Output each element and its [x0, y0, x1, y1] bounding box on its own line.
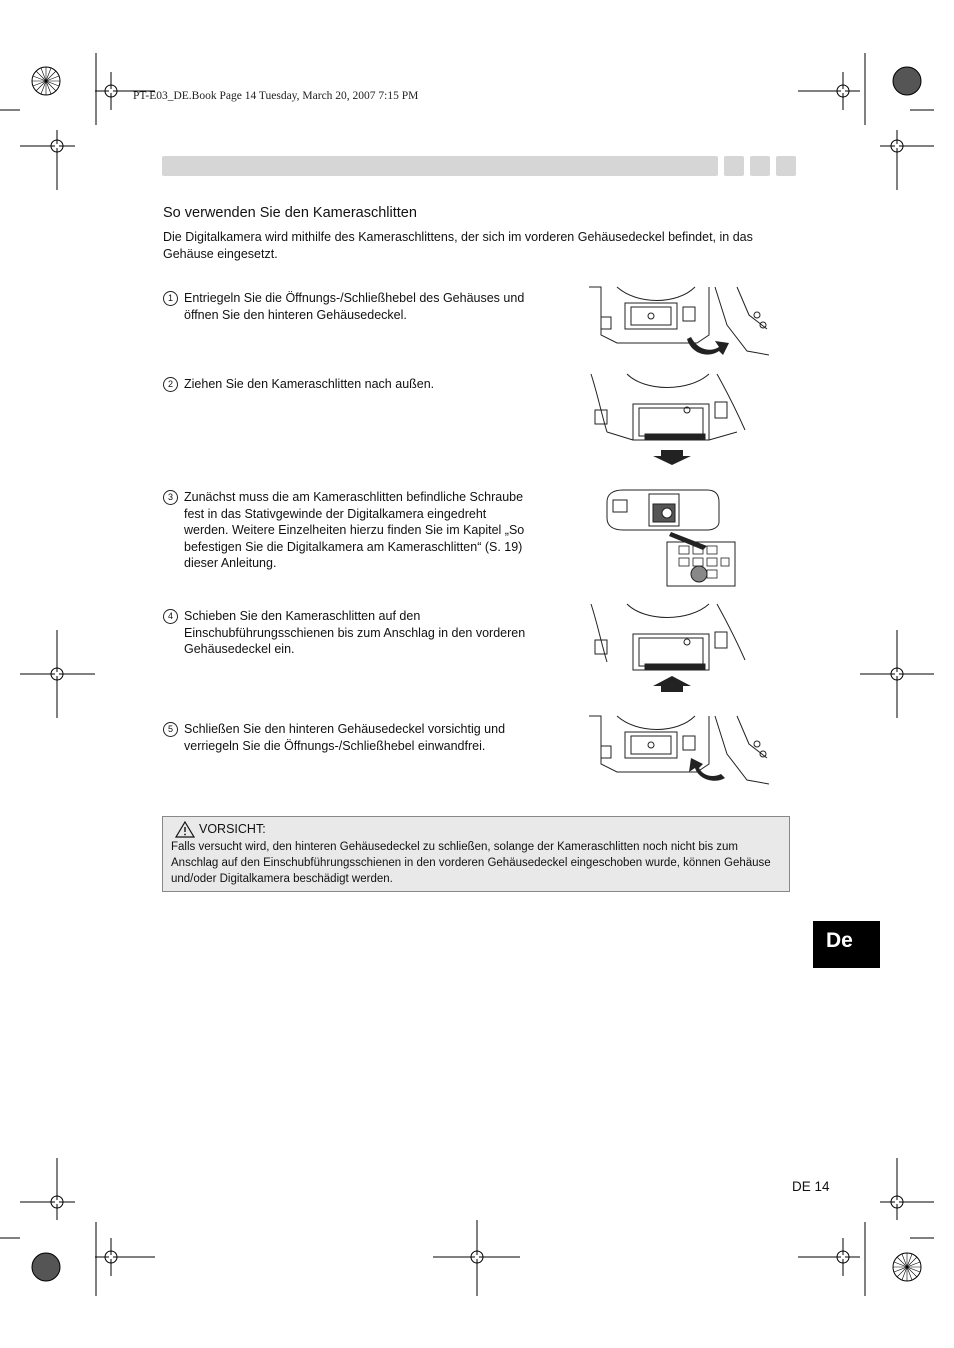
- step-4: [163, 608, 533, 658]
- step-text: Zunächst muss die am Kameraschlitten befindliche Schraube fest in das Stativgewinde der Digitalkamera eingedreht werden. Weitere Einzelheiten hierzu finden Sie im Kapitel „So befestigen Sie die Digitalkamera am Kameraschlitten“ (S. 19) dieser Anleitung.: [184, 490, 525, 570]
- step-text: Schieben Sie den Kameraschlitten auf den Einschubführungsschienen bis zum Anschlag in den vorderen Gehäusedeckel ein.: [184, 609, 526, 656]
- illustration-step-2: [587, 372, 752, 467]
- step-number: 3: [163, 490, 178, 505]
- step-number: 5: [163, 722, 178, 737]
- step-1: [163, 290, 533, 323]
- step-5: [163, 721, 533, 754]
- language-tab: De: [813, 921, 880, 968]
- step-number: 4: [163, 609, 178, 624]
- header-bar: [162, 156, 718, 176]
- step-text: Ziehen Sie den Kameraschlitten nach außen.: [184, 377, 435, 391]
- header-bar-square: [724, 156, 744, 176]
- caution-text: Falls versucht wird, den hinteren Gehäusedeckel zu schließen, solange der Kameraschlitten noch nicht bis zum Anschlag auf den Einschubführungsschienen in den vorderen Gehäusedeckel eingeschoben wurde, können Gehäuse und/oder Digitalkamera beschädigt werden.: [171, 841, 771, 885]
- header-bar-square: [750, 156, 770, 176]
- caution-box: [162, 816, 790, 892]
- step-number: 2: [163, 377, 178, 392]
- illustration-step-4: [587, 602, 752, 694]
- page-number: DE 14: [792, 1179, 830, 1194]
- print-header: PT-E03_DE.Book Page 14 Tuesday, March 20, 2007 7:15 PM: [133, 90, 419, 102]
- illustration-step-5: [587, 714, 769, 786]
- section-intro: Die Digitalkamera wird mithilfe des Kameraschlittens, der sich im vorderen Gehäusedeckel befindet, in das Gehäuse eingesetzt.: [163, 230, 753, 261]
- illustration-step-1: [587, 285, 769, 357]
- header-bar-square: [776, 156, 796, 176]
- step-3: [163, 489, 533, 572]
- caution-title: VORSICHT:: [199, 822, 266, 836]
- warning-icon: [175, 821, 195, 838]
- step-2: [163, 376, 533, 393]
- section-title: So verwenden Sie den Kameraschlitten: [163, 205, 417, 221]
- step-number: 1: [163, 291, 178, 306]
- illustration-step-3: [603, 486, 737, 589]
- step-text: Entriegeln Sie die Öffnungs-/Schließhebel des Gehäuses und öffnen Sie den hinteren Gehäusedeckel.: [184, 291, 525, 322]
- step-text: Schließen Sie den hinteren Gehäusedeckel vorsichtig und verriegeln Sie die Öffnungs-/Schließhebel einwandfrei.: [184, 722, 506, 753]
